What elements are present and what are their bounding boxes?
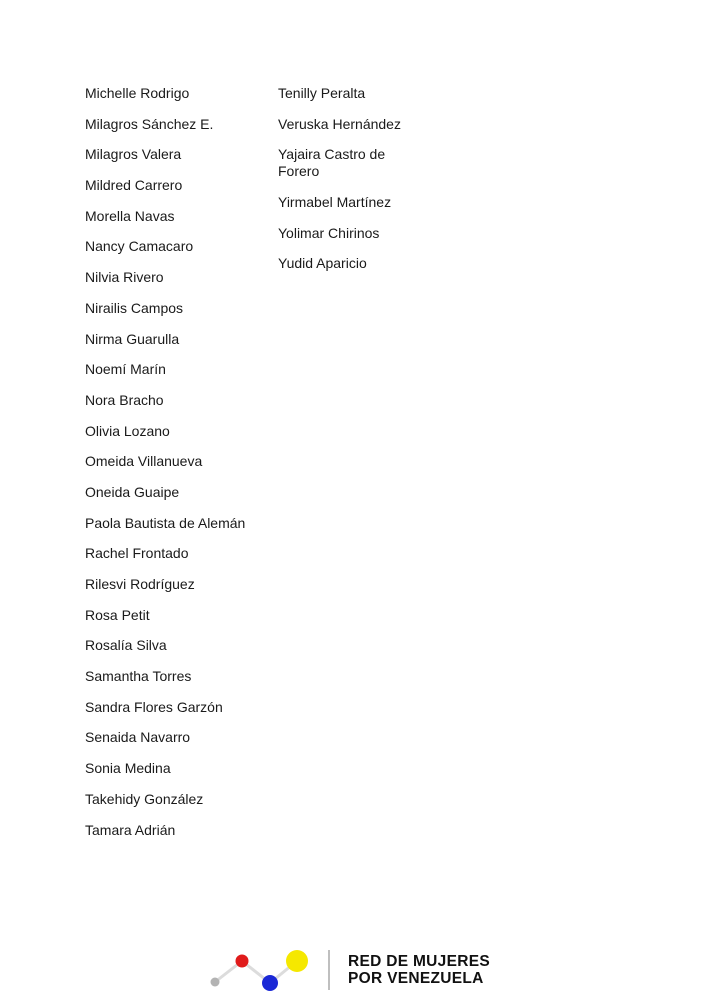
list-item: Senaida Navarro [85, 729, 191, 746]
list-item: Milagros Sánchez E. [85, 115, 214, 132]
list-item: Morella Navas [85, 207, 175, 224]
logo-blue-dot [262, 975, 278, 991]
list-item: Milagros Valera [85, 146, 182, 163]
list-item: Tenilly Peralta [278, 85, 366, 101]
logo-gray-dot [211, 978, 220, 987]
list-item: Nora Bracho [85, 391, 164, 408]
list-item: Takehidy González [85, 790, 204, 807]
network-dots-logo-icon [205, 945, 325, 995]
list-item: Michelle Rodrigo [85, 85, 190, 101]
list-item: Rosa Petit [85, 606, 150, 623]
logo-red-dot [236, 955, 249, 968]
list-item: Yajaira Castro de Forero [278, 146, 386, 180]
list-item: Nirma Guarulla [85, 330, 180, 347]
list-item: Sonia Medina [85, 760, 171, 777]
list-item: Mildred Carrero [85, 177, 183, 194]
list-item: Rilesvi Rodríguez [85, 576, 195, 592]
list-item: Nilvia Rivero [85, 269, 164, 286]
names-column-left [85, 85, 260, 852]
list-item: Samantha Torres [85, 668, 192, 685]
logo-text-line1: RED DE MUJERES [348, 953, 491, 970]
list-item: Oneida Guaipe [85, 483, 180, 500]
list-item: Rosalía Silva [85, 637, 167, 654]
list-item: Yirmabel Martínez [278, 194, 392, 211]
list-item: Rachel Frontado [85, 545, 189, 562]
organization-logo-text [348, 953, 490, 987]
list-item: Tamara Adrián [85, 821, 176, 838]
logo-text-line2: POR VENEZUELA [348, 970, 484, 987]
list-item: Olivia Lozano [85, 422, 170, 439]
list-item: Noemí Marín [85, 361, 166, 378]
list-item: Yolimar Chirinos [278, 224, 380, 241]
logo-divider [328, 950, 330, 990]
list-item: Omeida Villanueva [85, 453, 203, 470]
list-item: Nancy Camacaro [85, 238, 194, 255]
list-item: Paola Bautista de Alemán [85, 514, 246, 531]
list-item: Nirailis Campos [85, 299, 184, 316]
list-item: Yudid Aparicio [278, 255, 367, 272]
logo-yellow-dot [286, 950, 308, 972]
list-item: Veruska Hernández [278, 115, 401, 132]
footer-logo [205, 945, 505, 995]
names-column-right [278, 85, 428, 286]
list-item: Sandra Flores Garzón [85, 698, 223, 715]
